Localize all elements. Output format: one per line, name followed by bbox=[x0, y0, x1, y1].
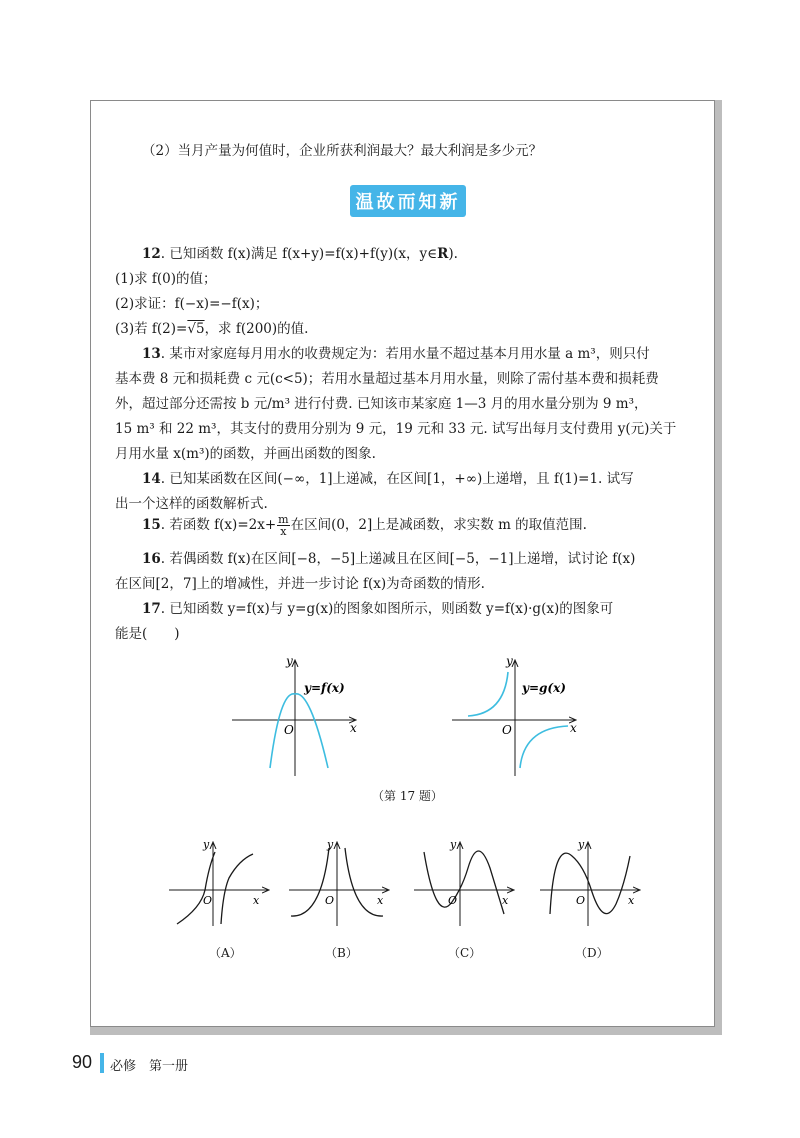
question-number: 15 bbox=[142, 517, 161, 533]
option-c-label: （C） bbox=[448, 946, 482, 960]
svg-text:O: O bbox=[203, 894, 213, 907]
question-15: 15. 若函数 f(x)=2x+ $\frac{m}{x}$ 在区间(0，2]上是减函数，求实数 m 的取值范围. bbox=[142, 513, 587, 538]
question-number: 16 bbox=[142, 551, 161, 567]
question-11-part-2: （2）当月产量为何值时，企业所获利润最大？最大利润是多少元？ bbox=[142, 143, 543, 159]
origin-label: O bbox=[502, 723, 512, 737]
svg-text:x: x bbox=[377, 894, 384, 907]
svg-text:x: x bbox=[502, 894, 509, 907]
question-17-line-2: 能是( ) bbox=[115, 626, 180, 642]
x-axis-label: x bbox=[570, 721, 577, 735]
footer-accent-bar bbox=[100, 1053, 104, 1073]
graph-f bbox=[228, 652, 368, 780]
question-12-part-2: (2)求证：f(−x)=−f(x)； bbox=[115, 296, 269, 312]
question-number: 17 bbox=[142, 601, 161, 617]
graph-g bbox=[448, 652, 588, 780]
question-number: 13 bbox=[142, 346, 161, 362]
y-axis-label: y bbox=[506, 654, 513, 668]
question-16-line-1: 16. 若偶函数 f(x)在区间[−8，−5]上递减且在区间[−5，−1]上递增，试讨论 f(x) bbox=[142, 551, 636, 567]
question-12-stem: 12. 已知函数 f(x)满足 f(x+y)=f(x)+f(y)(x，y∈R). bbox=[142, 246, 458, 262]
curve-g-left bbox=[468, 672, 508, 716]
svg-text:O: O bbox=[576, 894, 586, 907]
figure-caption: （第 17 题） bbox=[372, 789, 443, 803]
question-13-line-3: 外，超过部分还需按 b 元/m³ 进行付费. 已知该市某家庭 1—3 月的用水量分别为 9 m³， bbox=[115, 396, 648, 412]
svg-text:y: y bbox=[578, 838, 585, 851]
question-13-line-4: 15 m³ 和 22 m³，其支付的费用分别为 9 元，19 元和 33 元. 试写出每月支付费用 y(元)关于 bbox=[115, 421, 677, 437]
svg-text:O: O bbox=[448, 894, 458, 907]
question-13-line-1: 13. 某市对家庭每月用水的收费规定为：若用水量不超过基本月用水量 a m³，则只付 bbox=[142, 346, 650, 362]
question-14-line-2: 出一个这样的函数解析式. bbox=[115, 496, 268, 512]
svg-text:y: y bbox=[203, 838, 210, 851]
page-number: 90 bbox=[72, 1052, 93, 1072]
curve-f-label: y=f(x) bbox=[304, 681, 345, 695]
question-13-line-2: 基本费 8 元和损耗费 c 元(c<5)；若用水量超过基本月用水量，则除了需付基本费和损耗费 bbox=[115, 371, 659, 387]
option-b-graph bbox=[285, 838, 395, 928]
question-17-line-1: 17. 已知函数 y=f(x)与 y=g(x)的图象如图所示，则函数 y=f(x)·g(x)的图象可 bbox=[142, 601, 614, 617]
curve-f bbox=[270, 694, 328, 768]
option-a-graph bbox=[165, 838, 275, 928]
option-c-graph bbox=[410, 838, 520, 928]
x-axis-label: x bbox=[350, 721, 357, 735]
svg-text:x: x bbox=[253, 894, 260, 907]
question-number: 14 bbox=[142, 471, 161, 487]
curve-g-label: y=g(x) bbox=[522, 681, 566, 695]
svg-text:y: y bbox=[327, 838, 334, 851]
curve-g-right bbox=[520, 726, 568, 768]
question-12-part-1: (1)求 f(0)的值； bbox=[115, 271, 217, 287]
question-number: 12 bbox=[142, 246, 161, 262]
option-b-label: （B） bbox=[325, 946, 358, 960]
fraction-m-over-x: $\frac{m}{x}$ bbox=[278, 513, 289, 538]
book-title: 必修 第一册 bbox=[110, 1059, 189, 1074]
svg-text:O: O bbox=[325, 894, 335, 907]
option-d-graph bbox=[536, 838, 646, 928]
origin-label: O bbox=[284, 723, 294, 737]
question-13-line-5: 月用水量 x(m³)的函数，并画出函数的图象. bbox=[115, 446, 376, 462]
question-12-part-3: (3)若 f(2)=√5，求 f(200)的值. bbox=[115, 321, 309, 337]
question-14-line-1: 14. 已知某函数在区间(−∞，1]上递减，在区间[1，+∞)上递增，且 f(1)=1. 试写 bbox=[142, 471, 634, 487]
question-16-line-2: 在区间[2，7]上的增减性，并进一步讨论 f(x)为奇函数的情形. bbox=[115, 576, 485, 592]
section-title-badge: 温故而知新 bbox=[350, 185, 466, 217]
option-a-label: （A） bbox=[209, 946, 242, 960]
y-axis-label: y bbox=[286, 654, 293, 668]
svg-text:x: x bbox=[628, 894, 635, 907]
option-d-label: （D） bbox=[575, 946, 609, 960]
svg-text:y: y bbox=[450, 838, 457, 851]
